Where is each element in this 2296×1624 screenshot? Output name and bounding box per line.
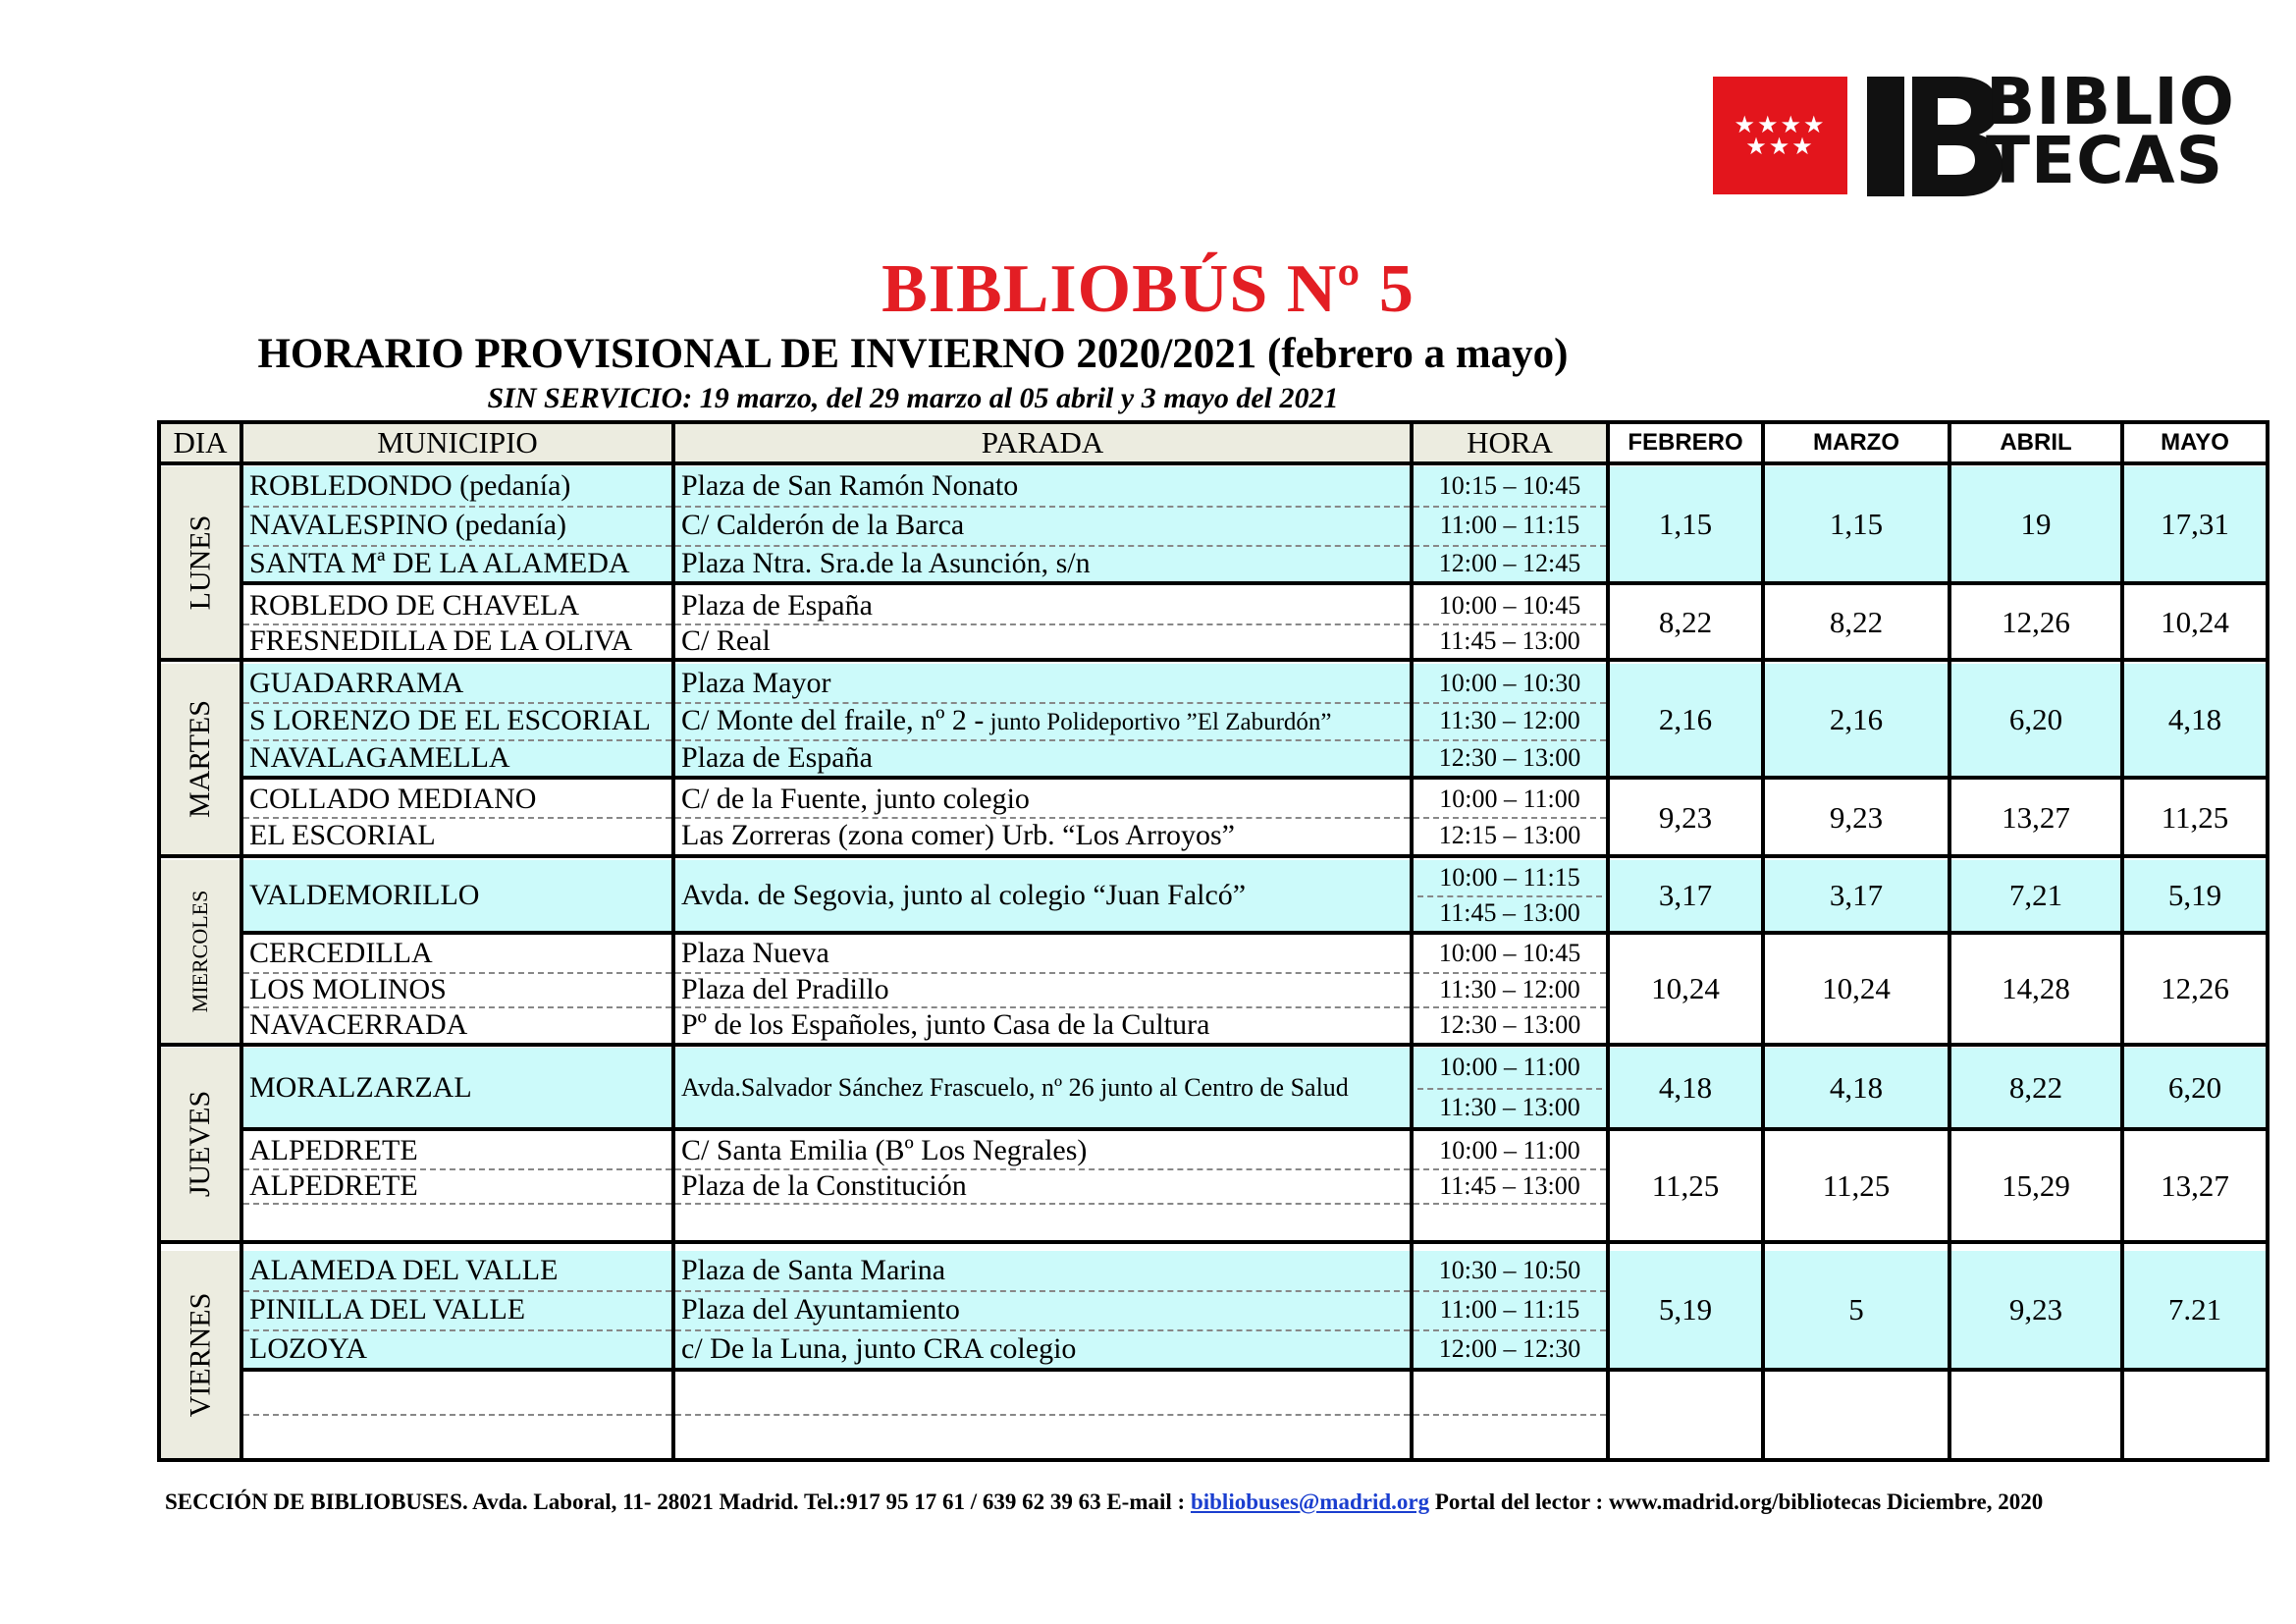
row-divider — [243, 1329, 671, 1331]
month-value-febrero: 10,24 — [1651, 971, 1720, 1005]
parada-text: Plaza de la Constitución — [681, 1169, 967, 1202]
row-divider — [243, 1414, 671, 1416]
parada-text: C/ Santa Emilia (Bº Los Negrales) — [681, 1134, 1088, 1166]
month-value-abril: 6,20 — [2008, 702, 2063, 736]
parada-cell — [681, 739, 1408, 776]
municipio-cell: ALAMEDA DEL VALLE — [249, 1254, 559, 1286]
logo-wordmark — [1986, 64, 2235, 198]
schedule-table — [157, 420, 2269, 1462]
month-value-febrero: 1,15 — [1658, 507, 1713, 541]
parada-text: C/ de la Fuente, junto colegio — [681, 783, 1030, 815]
parada-text: Plaza de España — [681, 589, 873, 622]
header-dia: DIA — [173, 425, 228, 460]
parada-cell — [681, 1168, 1408, 1203]
row-divider — [243, 1168, 671, 1170]
hora-cell: 11:45 – 13:00 — [1439, 898, 1580, 927]
month-value-mayo: 4,18 — [2167, 702, 2222, 736]
parada-text: C/ Calderón de la Barca — [681, 509, 965, 541]
hora-cell: 11:45 – 13:00 — [1439, 1171, 1580, 1200]
footer-address: SECCIÓN DE BIBLIOBUSES. Avda. Laboral, 11- 28021 Madrid. Tel.:917 95 17 61 / 639 62 39 63 E-mail : — [165, 1489, 1191, 1514]
month-value-mayo: 7.21 — [2167, 1292, 2222, 1326]
header-febrero: FEBRERO — [1628, 429, 1743, 456]
parada-text: Pº de los Españoles, junto Casa de la Cultura — [681, 1008, 1210, 1041]
parada-text: Las Zorreras (zona comer) Urb. “Los Arroyos” — [681, 819, 1235, 851]
month-value-marzo — [1765, 1373, 1948, 1458]
hora-cell: 11:45 – 13:00 — [1439, 626, 1580, 655]
hora-cell: 10:15 – 10:45 — [1438, 471, 1581, 500]
parada-text: Plaza Nueva — [681, 937, 829, 969]
municipio-cell: ALPEDRETE — [249, 1134, 418, 1166]
header-parada: PARADA — [981, 425, 1104, 460]
municipio-cell: COLLADO MEDIANO — [249, 783, 537, 815]
month-value-marzo: 9,23 — [1829, 800, 1884, 835]
service-notice: SIN SERVICIO: 19 marzo, del 29 marzo al 05 abril y 3 mayo del 2021 — [487, 382, 1339, 414]
parada-cell — [681, 1290, 1408, 1329]
parada-cell — [681, 935, 1408, 972]
group-line — [161, 854, 2266, 858]
day-label-viernes: VIERNES — [184, 1292, 216, 1417]
parada-cell — [681, 781, 1408, 817]
month-value-marzo: 2,16 — [1829, 702, 1884, 736]
hora-cell: 10:00 – 11:15 — [1439, 863, 1580, 892]
column-line — [2120, 424, 2124, 1458]
month-value-marzo: 3,17 — [1829, 878, 1884, 912]
municipio-cell: GUADARRAMA — [249, 667, 464, 699]
footer — [165, 1488, 2275, 1517]
parada-cell — [681, 702, 1408, 739]
hora-cell: 12:30 – 13:00 — [1438, 1010, 1581, 1039]
month-value-febrero: 8,22 — [1658, 605, 1713, 639]
day-label-miercoles: MIERCOLES — [187, 890, 212, 1013]
month-value-abril: 19 — [2020, 507, 2052, 541]
hora-cell: 10:00 – 10:45 — [1438, 939, 1581, 967]
header-mayo: MAYO — [2161, 429, 2229, 456]
month-value-mayo: 13,27 — [2161, 1168, 2229, 1203]
municipio-cell: FRESNEDILLA DE LA OLIVA — [249, 624, 633, 657]
madrid-flag-icon — [1713, 77, 1847, 194]
group-line — [240, 1368, 2266, 1372]
group-line — [161, 1240, 2266, 1244]
row-divider — [675, 1329, 1410, 1331]
hora-cell: 11:30 – 12:00 — [1439, 975, 1580, 1003]
row-divider — [675, 623, 1410, 625]
municipio-cell: ROBLEDONDO (pedanía) — [249, 469, 571, 502]
stars-icon: ★★★★ ★★★ — [1734, 111, 1827, 160]
group-line — [240, 931, 2266, 935]
email-link[interactable]: bibliobuses@madrid.org — [1190, 1489, 1430, 1514]
header-marzo: MARZO — [1813, 429, 1899, 456]
parada-cell — [681, 664, 1408, 702]
municipio-cell: VALDEMORILLO — [249, 879, 480, 911]
hora-cell: 11:00 – 11:15 — [1439, 1295, 1580, 1324]
month-value-febrero: 5,19 — [1658, 1292, 1713, 1326]
hora-cell: 10:00 – 11:00 — [1439, 1136, 1580, 1164]
parada-text: C/ Real — [681, 624, 771, 657]
hora-cell: 11:30 – 13:00 — [1439, 1092, 1580, 1121]
footer-portal: Portal del lector : www.madrid.org/bibliotecas Diciembre, 2020 — [1429, 1489, 2044, 1514]
month-value-abril: 15,29 — [2002, 1168, 2070, 1203]
month-value-marzo: 11,25 — [1822, 1168, 1891, 1203]
row-divider — [1414, 817, 1606, 819]
hora-cell: 10:30 – 10:50 — [1438, 1256, 1581, 1284]
municipio-cell: PINILLA DEL VALLE — [249, 1293, 526, 1326]
municipio-cell: CERCEDILLA — [249, 937, 433, 969]
hora-cell: 10:00 – 11:00 — [1439, 1053, 1580, 1081]
municipio-cell: SANTA Mª DE LA ALAMEDA — [249, 547, 630, 579]
month-value-mayo: 6,20 — [2167, 1070, 2222, 1105]
month-value-mayo — [2124, 1373, 2266, 1458]
header-abril: ABRIL — [2000, 429, 2072, 456]
month-value-marzo: 4,18 — [1829, 1070, 1884, 1105]
municipio-cell: EL ESCORIAL — [249, 819, 436, 851]
row-divider — [243, 506, 671, 508]
row-divider — [675, 817, 1410, 819]
month-value-abril — [1951, 1373, 2120, 1458]
parada-text: Plaza del Ayuntamiento — [681, 1293, 960, 1326]
column-line — [1948, 424, 1951, 1458]
row-divider — [243, 1006, 671, 1008]
row-divider — [243, 817, 671, 819]
row-divider — [1414, 702, 1606, 704]
row-divider — [1414, 1290, 1606, 1292]
parada-text: Avda. de Segovia, junto al colegio “Juan Falcó” — [681, 879, 1247, 911]
day-label-jueves: JUEVES — [184, 1090, 216, 1198]
month-value-mayo: 12,26 — [2161, 971, 2229, 1005]
logo-word-line2: TECAS — [1986, 123, 2224, 198]
row-divider — [675, 972, 1410, 974]
row-divider — [675, 1414, 1410, 1416]
column-line — [1410, 424, 1414, 1458]
column-line — [1606, 424, 1610, 1458]
month-value-febrero: 4,18 — [1658, 1070, 1713, 1105]
row-divider — [243, 1290, 671, 1292]
row-divider — [243, 623, 671, 625]
month-value-marzo: 5 — [1848, 1292, 1864, 1326]
group-line — [161, 658, 2266, 662]
row-divider — [1414, 506, 1606, 508]
group-line — [240, 776, 2266, 780]
hora-cell: 12:30 – 13:00 — [1438, 743, 1581, 772]
column-line — [240, 424, 243, 1458]
parada-cell — [681, 466, 1408, 506]
hora-cell: 10:00 – 10:30 — [1438, 669, 1581, 697]
row-divider — [243, 1203, 671, 1205]
month-value-marzo: 10,24 — [1822, 971, 1891, 1005]
parada-cell — [681, 623, 1408, 658]
row-divider — [1414, 739, 1606, 741]
municipio-cell: LOZOYA — [249, 1332, 367, 1365]
row-divider — [675, 1168, 1410, 1170]
row-divider — [1414, 1329, 1606, 1331]
parada-text: c/ De la Luna, junto CRA colegio — [681, 1332, 1077, 1365]
month-value-marzo: 8,22 — [1829, 605, 1884, 639]
month-value-abril: 13,27 — [2002, 800, 2070, 835]
month-value-mayo: 5,19 — [2167, 878, 2222, 912]
parada-cell — [681, 1132, 1408, 1168]
parada-text: Avda.Salvador Sánchez Frascuelo, nº 26 junto al Centro de Salud — [681, 1073, 1349, 1102]
column-line — [671, 424, 675, 1458]
month-value-febrero: 2,16 — [1658, 702, 1713, 736]
parada-cell — [681, 1006, 1408, 1043]
parada-cell — [681, 972, 1408, 1006]
header-line — [161, 461, 2266, 465]
row-divider — [675, 1290, 1410, 1292]
row-divider — [675, 739, 1410, 741]
row-divider — [1414, 1414, 1606, 1416]
day-label-martes: MARTES — [184, 700, 216, 818]
month-value-abril: 9,23 — [2008, 1292, 2063, 1326]
municipio-cell: NAVACERRADA — [249, 1008, 468, 1041]
parada-cell — [681, 545, 1408, 581]
row-divider — [243, 972, 671, 974]
hora-cell: 11:30 – 12:00 — [1439, 706, 1580, 734]
row-divider — [243, 702, 671, 704]
month-value-mayo: 11,25 — [2161, 800, 2229, 835]
month-value-febrero: 9,23 — [1658, 800, 1713, 835]
month-value-febrero: 3,17 — [1658, 878, 1713, 912]
month-value-febrero: 11,25 — [1651, 1168, 1720, 1203]
hora-cell: 12:00 – 12:30 — [1438, 1334, 1581, 1363]
parada-text: Plaza Ntra. Sra.de la Asunción, s/n — [681, 547, 1091, 579]
row-divider — [243, 739, 671, 741]
parada-cell — [681, 1251, 1408, 1290]
row-divider — [675, 545, 1410, 547]
group-line — [161, 1043, 2266, 1047]
row-divider — [1414, 1168, 1606, 1170]
month-value-mayo: 10,24 — [2161, 605, 2229, 639]
row-divider — [1414, 972, 1606, 974]
municipio-cell: S LORENZO DE EL ESCORIAL — [249, 704, 651, 736]
group-line — [240, 581, 2266, 585]
hora-cell: 12:15 – 13:00 — [1438, 821, 1581, 849]
hora-divider — [1417, 1088, 1602, 1090]
month-value-mayo: 17,31 — [2161, 507, 2229, 541]
header-hora: HORA — [1467, 425, 1553, 460]
municipio-cell: NAVALAGAMELLA — [249, 741, 510, 774]
month-value-abril: 7,21 — [2008, 878, 2063, 912]
page-title: BIBLIOBÚS Nº 5 — [881, 251, 1415, 327]
row-divider — [243, 545, 671, 547]
municipio-cell: ROBLEDO DE CHAVELA — [249, 589, 580, 622]
parada-text: Plaza de España — [681, 741, 873, 774]
row-divider — [675, 1203, 1410, 1205]
month-value-marzo: 1,15 — [1829, 507, 1884, 541]
month-value-abril: 14,28 — [2002, 971, 2070, 1005]
row-divider — [1414, 1203, 1606, 1205]
row-divider — [675, 702, 1410, 704]
hora-cell: 10:00 – 11:00 — [1439, 785, 1580, 813]
row-divider — [1414, 545, 1606, 547]
parada-cell — [681, 860, 1408, 931]
municipio-cell: ALPEDRETE — [249, 1169, 418, 1202]
parada-cell — [681, 1048, 1408, 1127]
b-logo-icon — [1867, 77, 2004, 196]
municipio-cell: NAVALESPINO (pedanía) — [249, 509, 567, 541]
parada-text: Plaza Mayor — [681, 667, 831, 699]
parada-cell — [681, 506, 1408, 545]
column-line — [1761, 424, 1765, 1458]
header-municipio: MUNICIPIO — [377, 425, 538, 460]
month-value-abril: 12,26 — [2002, 605, 2070, 639]
page-subtitle: HORARIO PROVISIONAL DE INVIERNO 2020/2021 (febrero a mayo) — [257, 331, 1569, 377]
hora-cell: 12:00 – 12:45 — [1438, 549, 1581, 577]
municipio-cell: MORALZARZAL — [249, 1071, 472, 1104]
row-divider — [1414, 623, 1606, 625]
municipio-cell: LOS MOLINOS — [249, 973, 447, 1005]
parada-text: Plaza de Santa Marina — [681, 1254, 946, 1286]
month-value-abril: 8,22 — [2008, 1070, 2063, 1105]
row-divider — [675, 506, 1410, 508]
parada-cell — [681, 587, 1408, 623]
hora-cell: 11:00 – 11:15 — [1439, 511, 1580, 539]
parada-note: junto Polideportivo ”El Zaburdón” — [984, 709, 1332, 735]
group-line — [240, 1127, 2266, 1131]
parada-text: Plaza del Pradillo — [681, 973, 889, 1005]
parada-cell — [681, 817, 1408, 854]
day-label-lunes: LUNES — [184, 514, 216, 610]
row-divider — [1414, 1006, 1606, 1008]
logo-word-line1: BIBLIO — [1986, 64, 2235, 139]
hora-cell: 10:00 – 10:45 — [1438, 591, 1581, 620]
parada-cell — [681, 1329, 1408, 1368]
row-divider — [675, 1006, 1410, 1008]
month-value-febrero — [1610, 1373, 1761, 1458]
hora-divider — [1417, 895, 1602, 897]
parada-text: Plaza de San Ramón Nonato — [681, 469, 1019, 502]
parada-text: C/ Monte del fraile, nº 2 - — [681, 704, 985, 736]
